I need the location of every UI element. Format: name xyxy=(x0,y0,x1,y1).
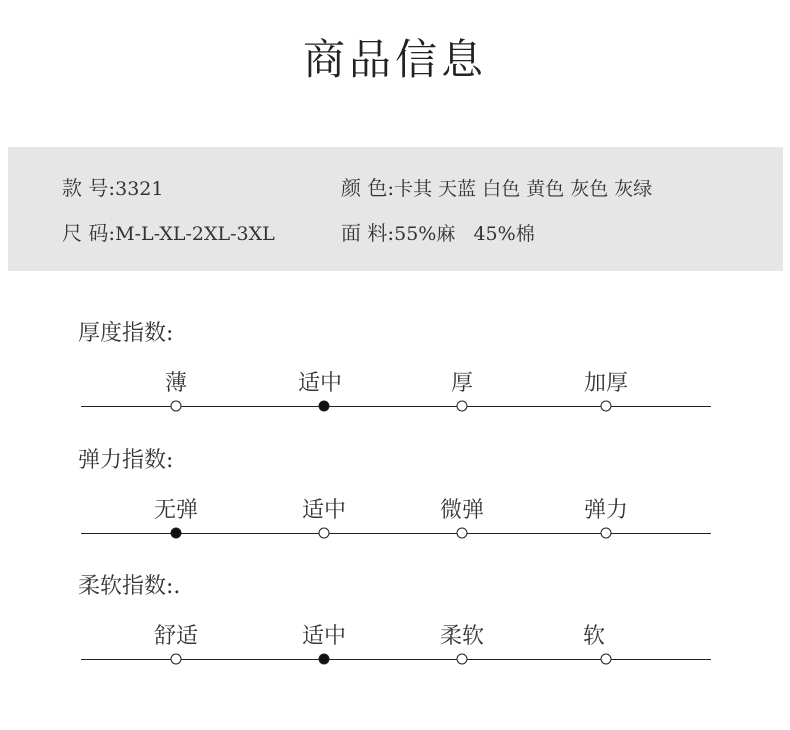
softness-option-dot xyxy=(457,654,468,665)
elasticity-scale-title: 弹力指数: xyxy=(78,448,174,473)
product-info-panel xyxy=(8,147,783,271)
softness-option-dot xyxy=(171,654,182,665)
page-title: 商品信息 xyxy=(302,35,487,84)
softness-option-dot-selected xyxy=(319,654,330,665)
size-row xyxy=(62,219,275,248)
thickness-option-dot xyxy=(601,401,612,412)
thickness-option-dot-selected xyxy=(319,401,330,412)
fabric-label: 面 料: xyxy=(341,221,395,245)
softness-option-label: 柔软 xyxy=(439,624,485,649)
fabric-value: 55%麻 45%棉 xyxy=(394,223,535,245)
thickness-option-label: 薄 xyxy=(164,371,188,396)
thickness-option-label: 加厚 xyxy=(583,371,629,396)
style-number-label: 款 号: xyxy=(62,176,116,200)
softness-scale-title: 柔软指数:. xyxy=(78,574,181,599)
fabric-row xyxy=(341,219,535,248)
elasticity-option-label: 微弹 xyxy=(439,498,485,523)
softness-option-label: 适中 xyxy=(301,624,347,649)
elasticity-option-label: 弹力 xyxy=(583,498,629,523)
softness-option-dot xyxy=(601,654,612,665)
elasticity-option-dot xyxy=(601,528,612,539)
thickness-option-dot xyxy=(457,401,468,412)
thickness-option-dot xyxy=(171,401,182,412)
elasticity-option-dot xyxy=(457,528,468,539)
style-number-row xyxy=(62,174,163,203)
size-value: M-L-XL-2XL-3XL xyxy=(115,223,275,245)
softness-option-label: 软 xyxy=(582,624,606,649)
color-row xyxy=(341,174,652,203)
elasticity-option-dot xyxy=(319,528,330,539)
thickness-option-label: 厚 xyxy=(450,371,474,396)
elasticity-option-dot-selected xyxy=(171,528,182,539)
softness-option-label: 舒适 xyxy=(153,624,199,649)
thickness-scale-title: 厚度指数: xyxy=(78,321,174,346)
size-label: 尺 码: xyxy=(62,221,116,245)
style-number-value: 3321 xyxy=(115,178,164,200)
elasticity-option-label: 适中 xyxy=(301,498,347,523)
thickness-option-label: 适中 xyxy=(297,371,343,396)
color-label: 颜 色: xyxy=(341,176,395,200)
elasticity-option-label: 无弹 xyxy=(153,498,199,523)
color-value: 卡其 天蓝 白色 黄色 灰色 灰绿 xyxy=(394,178,653,200)
